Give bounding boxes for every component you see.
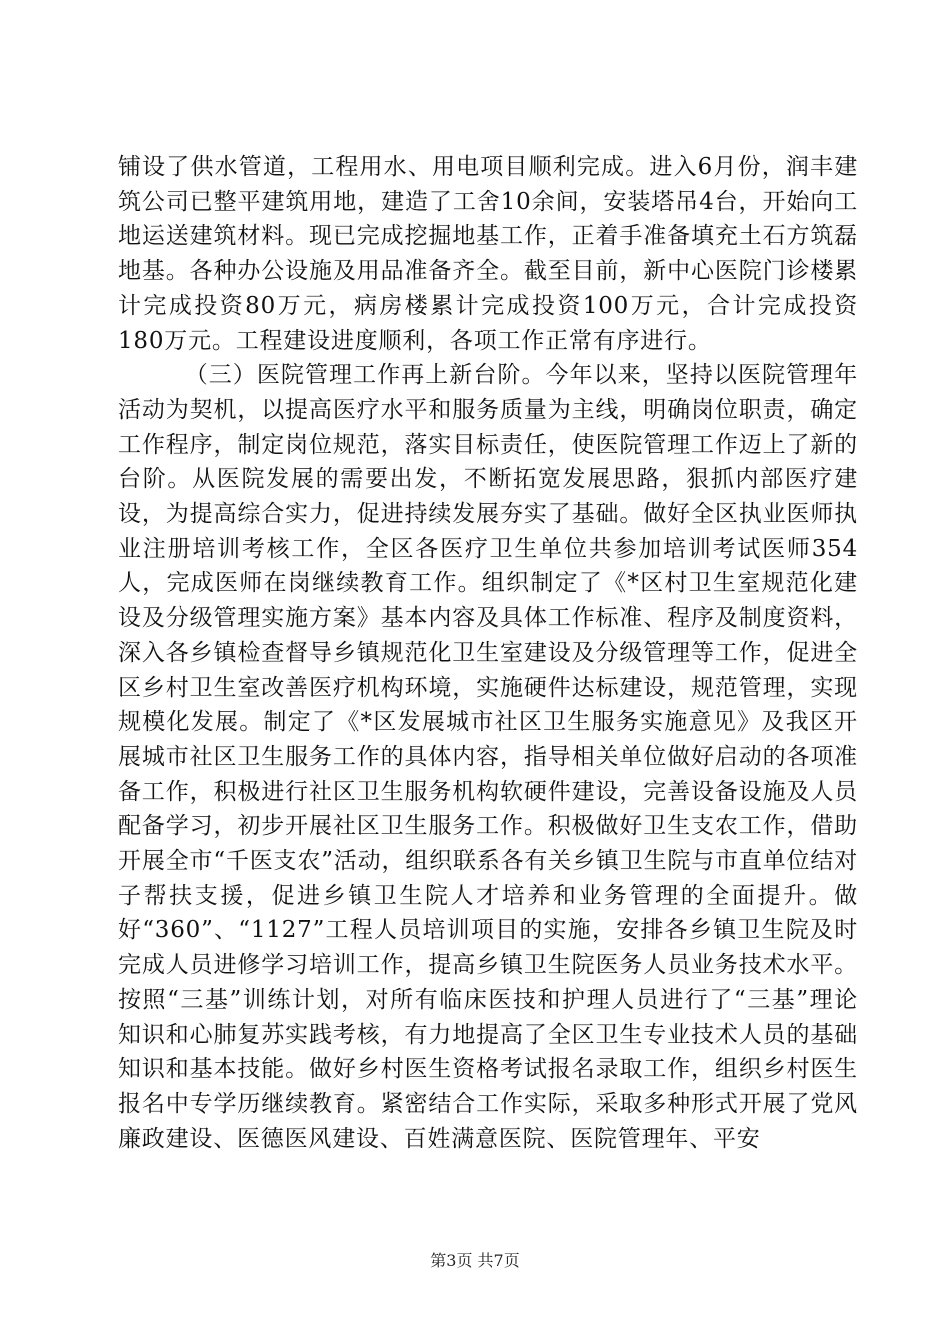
page-number-footer: 第3页 共7页 [430, 1251, 520, 1270]
paragraph-construction-progress: 铺设了供水管道，工程用水、用电项目顺利完成。进入6月份，润丰建筑公司已整平建筑用地，建造了工舍10余间，安装塔吊4台，开始向工地运送建筑材料。现已完成挖掘地基工作，正着手准备填充土石方筑磊地基。各种办公设施及用品准备齐全。截至目前，新中心医院门诊楼累计完成投资80万元，病房楼累计完成投资100万元，合计完成投资180万元。工程建设进度顺利，各项工作正常有序进行。 [118, 154, 858, 354]
document-body [118, 150, 858, 1156]
document-page [118, 150, 858, 1156]
paragraph-hospital-management: （三）医院管理工作再上新台阶。今年以来，坚持以医院管理年活动为契机，以提高医疗水平和服务质量为主线，明确岗位职责，确定工作程序，制定岗位规范，落实目标责任，使医院管理工作迈上了新的台阶。从医院发展的需要出发，不断拓宽发展思路，狠抓内部医疗建设，为提高综合实力，促进持续发展夯实了基础。做好全区执业医师执业注册培训考核工作，全区各医疗卫生单位共参加培训考试医师354人，完成医师在岗继续教育工作。组织制定了《*区村卫生室规范化建设及分级管理实施方案》基本内容及具体工作标准、程序及制度资料，深入各乡镇检查督导乡镇规范化卫生室建设及分级管理等工作，促进全区乡村卫生室改善医疗机构环境，实施硬件达标建设，规范管理，实现规模化发展。制定了《*区发展城市社区卫生服务实施意见》及我区开展城市社区卫生服务工作的具体内容，指导相关单位做好启动的各项准备工作，积极进行社区卫生服务机构软硬件建设，完善设备设施及人员配备学习，初步开展社区卫生服务工作。积极做好卫生支农工作，借助开展全市“千医支农”活动，组织联系各有关乡镇卫生院与市直单位结对子帮扶支援，促进乡镇卫生院人才培养和业务管理的全面提升。做好“360”、“1127”工程人员培训项目的实施，安排各乡镇卫生院及时完成人员进修学习培训工作，提高乡镇卫生院医务人员业务技术水平。按照“三基”训练计划，对所有临床医技和护理人员进行了“三基”理论知识和心肺复苏实践考核，有力地提高了全区卫生专业技术人员的基础知识和基本技能。做好乡村医生资格考试报名录取工作，组织乡村医生报名中专学历继续教育。紧密结合工作实际，采取多种形式开展了党风廉政建设、医德医风建设、百姓满意医院、医院管理年、平安 [118, 362, 858, 1152]
